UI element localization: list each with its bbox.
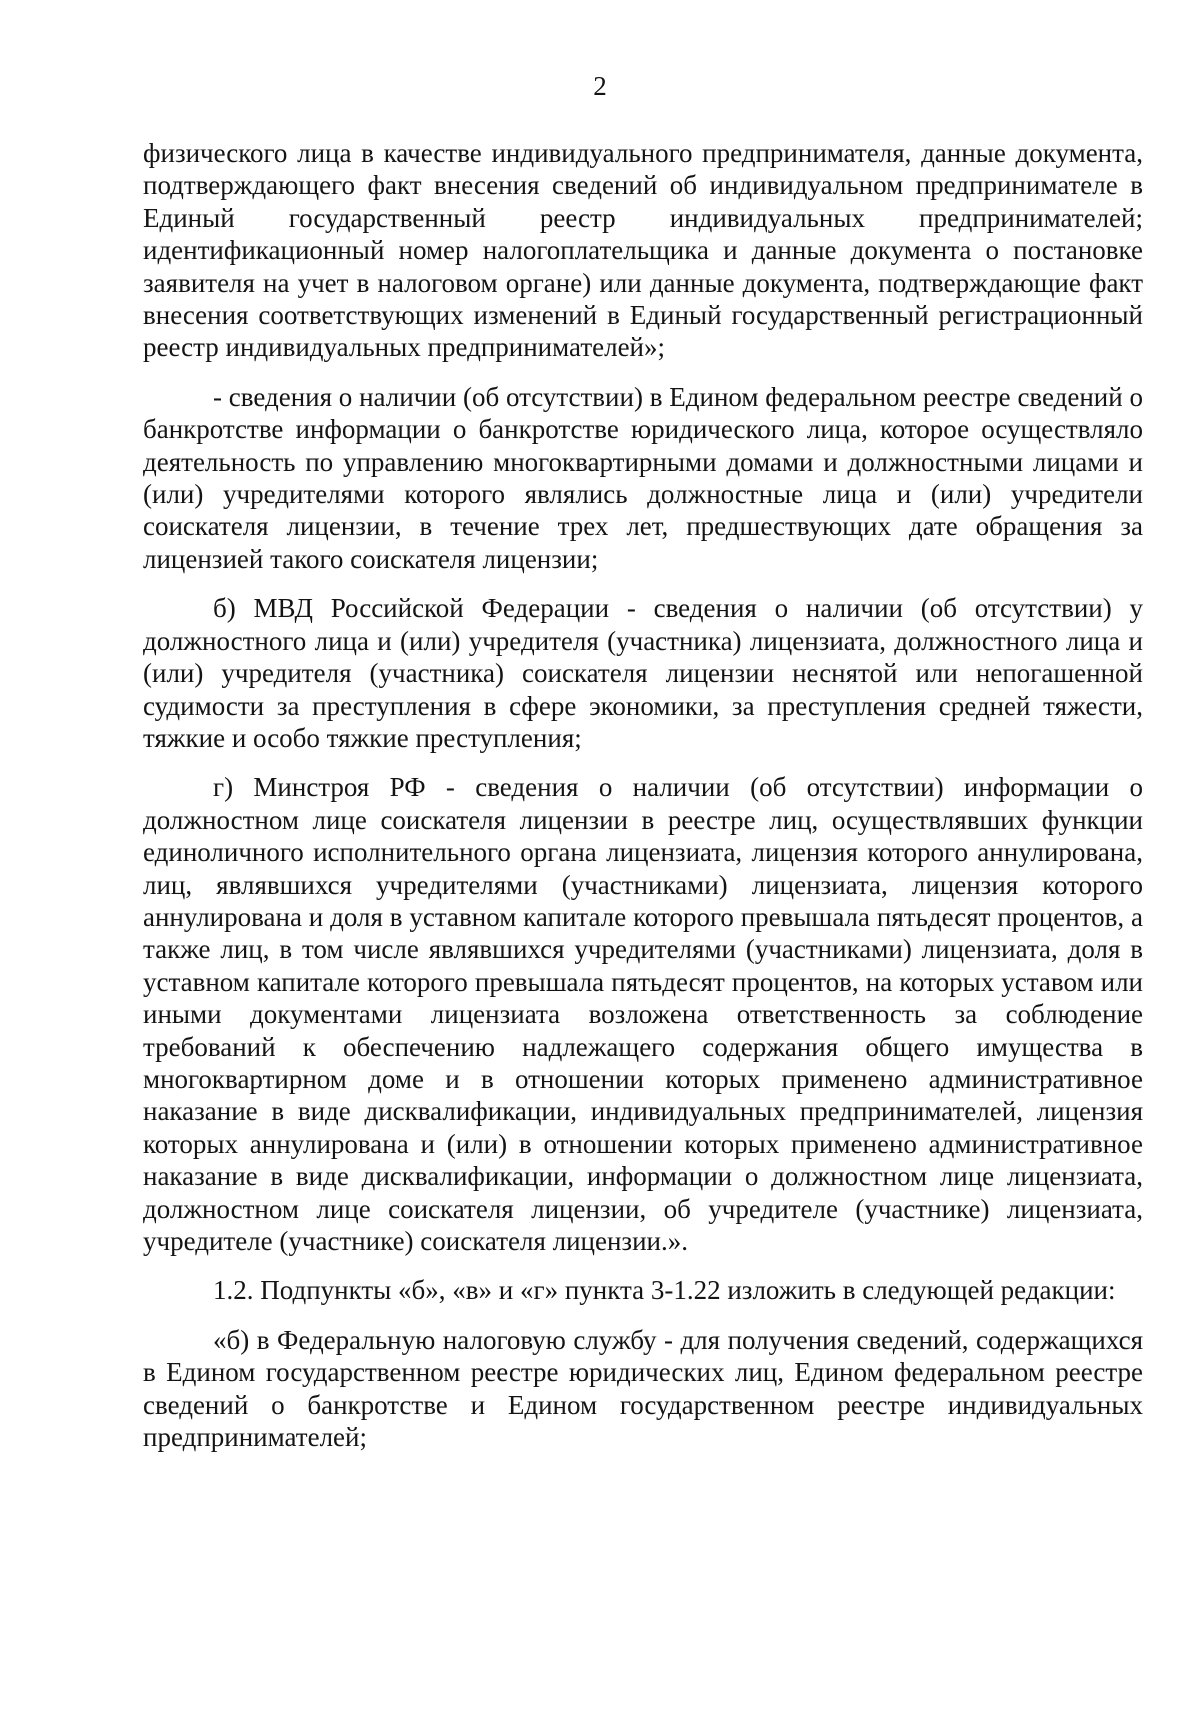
paragraph-section-1-2: 1.2. Подпункты «б», «в» и «г» пункта 3-1.22 изложить в следующей редакции: <box>213 1275 1116 1306</box>
paragraph-continuation: физического лица в качестве индивидуального предпринимателя, данные документа, подтверждающего факт внесения сведений об индивидуальном предпринимателе в Единый государственный реестр индивидуальных предпринимателей; идентификационный номер налогоплательщика и данные документа о постановке заявителя на учет в налоговом органе) или данные документа, подтверждающие факт внесения соответствующих изменений в Единый государственный регистрационный реестр индивидуальных предпринимателей»; <box>143 138 1143 363</box>
page-number: 2 <box>593 71 607 101</box>
paragraph-bankruptcy-info: - сведения о наличии (об отсутствии) в Едином федеральном реестре сведений о банкротстве информации о банкротстве юридического лица, которое осуществляло деятельность по управлению многоквартирными домами и должностными лицами и (или) учредителями которого являлись должностные лица и (или) учредители соискателя лицензии, в течение трех лет, предшествующих дате обращения за лицензией такого соискателя лицензии; <box>143 381 1143 574</box>
paragraph-minstroy: г) Минстроя РФ - сведения о наличии (об отсутствии) информации о должностном лице соискателя лицензии в реестре лиц, осуществлявших функции единоличного исполнительного органа лицензиата, лицензия которого аннулирована, лиц, являвшихся учредителями (участниками) лицензиата, лицензия которого аннулирована и доля в уставном капитале которого превышала пятьдесят процентов, а также лиц, в том числе являвшихся учредителями (участниками) лицензиата, доля в уставном капитале которого превышала пятьдесят процентов, на которых уставом или иными документами лицензиата возложена ответственность за соблюдение требований к обеспечению надлежащего содержания общего имущества в многоквартирном доме и в отношении которых применено административное наказание в виде дисквалификации, индивидуальных предпринимателей, лицензия которых аннулирована и (или) в отношении которых применено административное наказание в виде дисквалификации, информации о должностном лице лицензиата, должностном лице соискателя лицензии, об учредителе (участнике) лицензиата, учредителе (участнике) соискателя лицензии.». <box>143 772 1143 1256</box>
document-body <box>143 137 1143 1453</box>
paragraph-fns: «б) в Федеральную налоговую службу - для получения сведений, содержащихся в Едином государственном реестре юридических лиц, Едином федеральном реестре сведений о банкротстве и Едином государственном реестре индивидуальных предпринимателей; <box>143 1324 1143 1453</box>
paragraph-mvd: б) МВД Российской Федерации - сведения о наличии (об отсутствии) у должностного лица и (или) учредителя (участника) лицензиата, должностного лица и (или) учредителя (участника) соискателя лицензии неснятой или непогашенной судимости за преступления в сфере экономики, за преступления средней тяжести, тяжкие и особо тяжкие преступления; <box>143 593 1143 753</box>
